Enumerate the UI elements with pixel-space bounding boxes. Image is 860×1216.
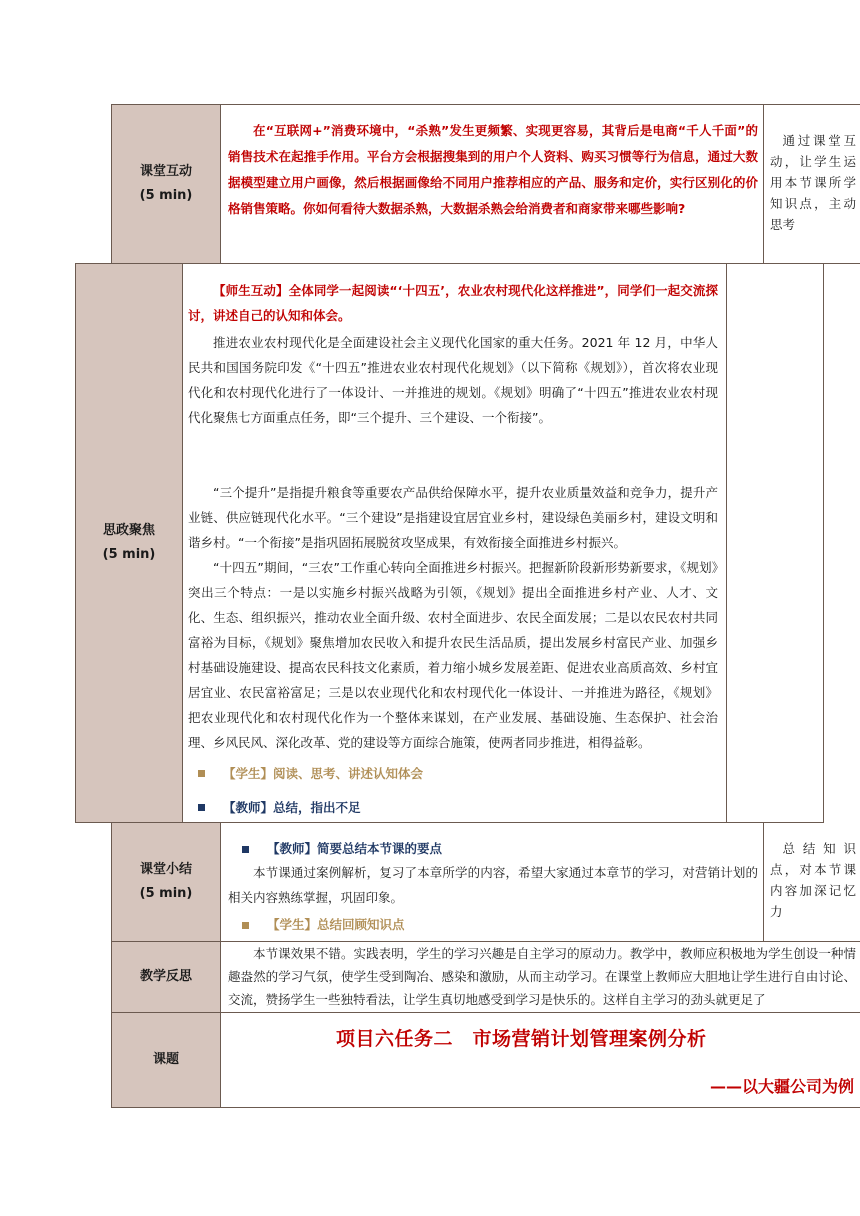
- topic-label: 课题: [152, 1052, 179, 1067]
- ideology-teacher-text: 【教师】总结，指出不足: [223, 800, 361, 815]
- ideology-student-bullet: [198, 761, 718, 786]
- grid-line: [763, 104, 764, 263]
- grid-line: [220, 822, 221, 1108]
- ideology-header: 【师生互动】全体同学一起阅读“‘十四五’，农业农村现代化这样推进”，同学们一起交流探讨，讲述自己的认知和体会。: [188, 283, 718, 323]
- summary-label-cell: [112, 823, 220, 941]
- grid-line: [112, 941, 860, 942]
- topic-label-cell: [112, 1013, 220, 1107]
- topic-title: 项目六任务二 市场营销计划管理案例分析: [336, 1028, 707, 1050]
- ideology-label: 思政聚焦: [102, 523, 155, 538]
- interaction-content: 在“互联网+”消费环境中，“杀熟”发生更频繁、实现更容易，其背后是电商“千人千面”的销售技术在起推手作用。平台方会根据搜集到的用户个人资料、购买习惯等行为信息，通过大数据模型建立用户画像，然后根据画像给不同用户推荐相应的产品、服务和定价，实行区别化的价格销售策略。你如何看待大数据杀熟，大数据杀熟会给消费者和商家带来哪些影响?: [228, 123, 758, 216]
- grid-line: [112, 1012, 860, 1013]
- ideology-content: [188, 278, 718, 820]
- grid-line: [76, 263, 860, 264]
- interaction-note: 通过课堂互动，让学生运用本节课所学知识点，主动思考: [770, 133, 856, 232]
- grid-line: [112, 1107, 860, 1108]
- summary-teacher-text: 【教师】简要总结本节课的要点: [267, 841, 443, 856]
- grid-line: [76, 822, 824, 823]
- summary-student-text: 【学生】总结回顾知识点: [267, 917, 405, 932]
- topic-subtitle: ——以大疆公司为例: [709, 1077, 854, 1096]
- reflection-text: 本节课效果不错。实践表明，学生的学习兴趣是自主学习的原动力。教学中，教师应积极地为学生创设一种情趣盎然的学习气氛，使学生受到陶冶、感染和激励，从而主动学习。在课堂上教师应大胆地让学生进行自由讨论、交流，赞扬学生一些独特看法，让学生真切地感受到学习是快乐的。这样自主学习的劲头就更足了: [228, 946, 856, 1007]
- summary-label: 课堂小结: [139, 862, 192, 877]
- ideology-label-cell: [76, 264, 182, 822]
- grid-line: [111, 104, 112, 263]
- square-bullet-icon: [242, 922, 249, 929]
- grid-line: [182, 263, 183, 823]
- reflection-label: 教学反思: [139, 969, 192, 984]
- interaction-label-cell: [112, 105, 220, 263]
- reflection-label-cell: [112, 942, 220, 1012]
- summary-text: 本节课通过案例解析，复习了本章所学的内容，希望大家通过本章节的学习，对营销计划的相关内容熟练掌握，巩固印象。: [228, 865, 758, 905]
- ideology-paragraph-1: 推进农业农村现代化是全面建设社会主义现代化国家的重大任务。2021 年 12 月，中华人民共和国国务院印发《“十四五”推进农业农村现代化规划》（以下简称《规划》），首次将农业现代化和农村现代化进行了一体设计、一并推进的规划。《规划》明确了“十四五”推进农业农村现代化聚焦七方面重点任务，即“三个提升、三个建设、一个衔接”。: [188, 335, 718, 425]
- summary-student-bullet: [242, 914, 758, 936]
- square-bullet-icon: [198, 804, 205, 811]
- interaction-time: (5 min): [139, 188, 193, 203]
- grid-line: [220, 104, 221, 263]
- summary-teacher-bullet: [242, 838, 758, 860]
- summary-time: (5 min): [139, 886, 193, 901]
- ideology-teacher-bullet: [198, 795, 718, 820]
- grid-line: [823, 263, 824, 823]
- summary-content: [228, 838, 758, 936]
- square-bullet-icon: [198, 770, 205, 777]
- grid-line: [726, 263, 727, 823]
- grid-line: [763, 822, 764, 942]
- ideology-paragraph-2: “三个提升”是指提升粮食等重要农产品供给保障水平，提升农业质量效益和竞争力，提升产业链、供应链现代化水平。“三个建设”是指建设宜居宜业乡村，建设绿色美丽乡村，建设文明和谐乡村。“一个衔接”是指巩固拓展脱贫攻坚成果，有效衔接全面推进乡村振兴。: [188, 485, 718, 550]
- grid-line: [112, 104, 860, 105]
- grid-line: [75, 263, 76, 823]
- grid-line: [111, 822, 112, 1108]
- square-bullet-icon: [242, 846, 249, 853]
- ideology-time: (5 min): [102, 547, 156, 562]
- ideology-paragraph-3: “十四五”期间，“三农”工作重心转向全面推进乡村振兴。把握新阶段新形势新要求，《规划》突出三个特点：一是以实施乡村振兴战略为引领，《规划》提出全面推进乡村产业、人才、文化、生态、组织振兴，推动农业全面升级、农村全面进步、农民全面发展；二是以农民农村共同富裕为目标，《规划》聚焦增加农民收入和提升农民生活品质，提出发展乡村富民产业、加强乡村基础设施建设、提高农民科技文化素质，着力缩小城乡发展差距、促进农业高质高效、乡村宜居宜业、农民富裕富足；三是以农业现代化和农村现代化一体设计、一并推进为路径，《规划》把农业现代化和农村现代化作为一个整体来谋划，在产业发展、基础设施、生态保护、社会治理、乡风民风、深化改革、党的建设等方面综合施策，使两者同步推进，相得益彰。: [188, 560, 718, 750]
- ideology-student-text: 【学生】阅读、思考、讲述认知体会: [223, 766, 424, 781]
- interaction-label: 课堂互动: [139, 164, 192, 179]
- summary-note: 总结知识点，对本节课内容加深记忆力: [770, 841, 856, 919]
